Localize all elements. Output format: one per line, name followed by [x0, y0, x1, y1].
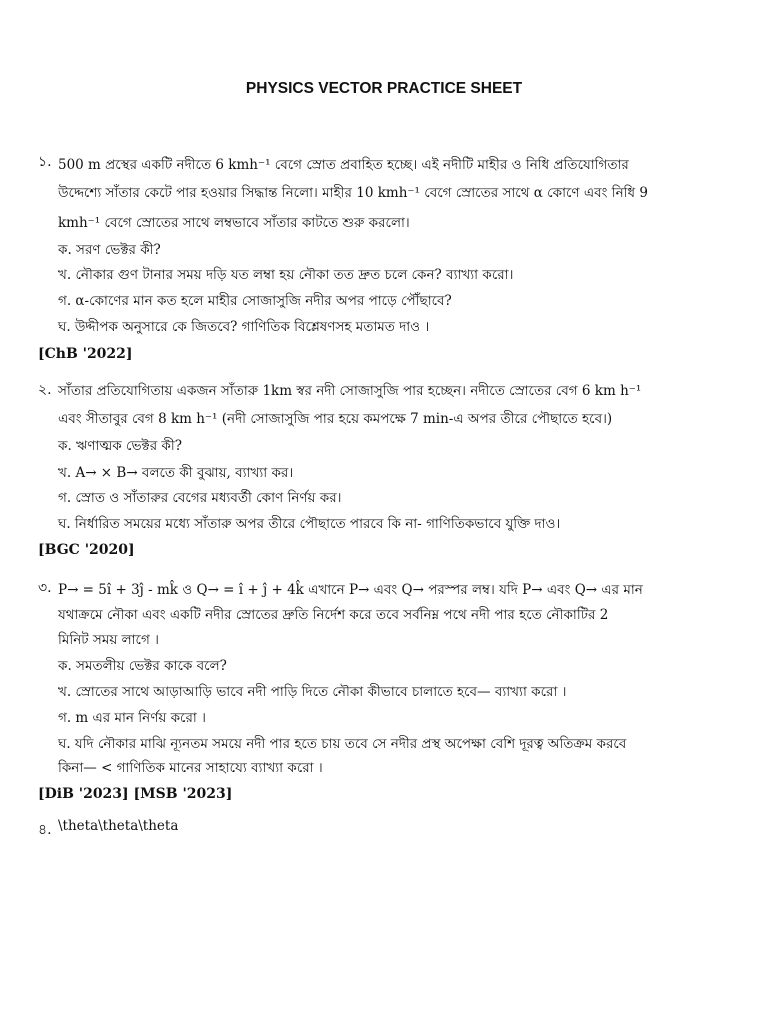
- question-line: যথাক্রমে নৌকা এবং একটি নদীর স্রোতের দ্রুতি নির্দেশ করে তবে সর্বনিম্ন পথে নদী পার হতে নৌকাটির 2: [58, 607, 609, 623]
- question-line: \theta\theta\theta: [58, 818, 179, 834]
- question-source: [ChB '2022]: [38, 346, 133, 362]
- question-source: [DiB '2023] [MSB '2023]: [38, 786, 233, 802]
- question-line: 500 m প্রস্থের একটি নদীতে 6 kmh⁻¹ বেগে স্রোত প্রবাহিত হচ্ছে। এই নদীটি মাহীর ও নিধি প্রতিযোগিতার: [58, 157, 629, 173]
- sub-question-kha: খ. A→ × B→ বলতে কী বুঝায়, ব্যাখ্যা কর।: [58, 465, 294, 481]
- question-number: ৪.: [38, 822, 52, 838]
- question-number: ৩.: [38, 580, 52, 596]
- sub-question-ka: ক. সমতলীয় ভেক্টর কাকে বলে?: [58, 658, 227, 674]
- question-line: এবং সীতাবুর বেগ 8 km h⁻¹ (নদী সোজাসুজি পার হয়ে কমপক্ষে 7 min-এ অপর তীরে পৌছাতে হবে।): [58, 411, 613, 427]
- sub-question-ga: গ. স্রোত ও সাঁতারুর বেগের মধ্যবর্তী কোণ নির্ণয় কর।: [58, 490, 342, 506]
- sub-question-ka: ক. সরণ ভেক্টর কী?: [58, 242, 161, 258]
- question-line: মিনিট সময় লাগে ।: [58, 632, 159, 648]
- sub-question-kha: খ. নৌকার গুণ টানার সময় দড়ি যত লম্বা হয় নৌকা তত দ্রুত চলে কেন? ব্যাখ্যা করো।: [58, 267, 514, 283]
- sub-question-ga: গ. m এর মান নির্ণয় করো ।: [58, 710, 206, 726]
- sub-question-gha: ঘ. নির্ধারিত সময়ের মধ্যে সাঁতারু অপর তীরে পৌছাতে পারবে কি না- গাণিতিকভাবে যুক্তি দাও।: [58, 516, 561, 532]
- sub-question-ga: গ. α-কোণের মান কত হলে মাহীর সোজাসুজি নদীর অপর পাড়ে পৌঁছাবে?: [58, 293, 452, 309]
- sub-question-gha: ঘ. যদি নৌকার মাঝি ন্যূনতম সময়ে নদী পার হতে চায় তবে সে নদীর প্রস্থ অপেক্ষা বেশি দূরত্ব অতিক্রম করবে: [58, 736, 627, 752]
- question-line: কিনা— < গাণিতিক মানের সাহায্যে ব্যাখ্যা করো ।: [58, 760, 323, 776]
- question-line: সাঁতার প্রতিযোগিতায় একজন সাঁতারু 1km স্বর নদী সোজাসুজি পার হচ্ছেন। নদীতে স্রোতের বেগ 6 km h⁻¹: [58, 383, 642, 399]
- question-line: উদ্দেশ্যে সাঁতার কেটে পার হওয়ার সিদ্ধান্ত নিলো। মাহীর 10 kmh⁻¹ বেগে স্রোতের সাথে α কোণে এবং নিধি 9: [58, 185, 648, 201]
- question-line: kmh⁻¹ বেগে স্রোতের সাথে লম্বভাবে সাঁতার কাটতে শুরু করলো।: [58, 215, 410, 231]
- question-number: ১.: [38, 154, 52, 170]
- sub-question-kha: খ. স্রোতের সাথে আড়াআড়ি ভাবে নদী পাড়ি দিতে নৌকা কীভাবে চালাতে হবে— ব্যাখ্যা করো ।: [58, 684, 567, 700]
- sub-question-ka: ক. ঋণাত্মক ভেক্টর কী?: [58, 438, 182, 454]
- question-source: [BGC '2020]: [38, 542, 135, 558]
- sub-question-gha: ঘ. উদ্দীপক অনুসারে কে জিতবে? গাণিতিক বিশ্লেষণসহ মতামত দাও ।: [58, 319, 430, 335]
- page-title: PHYSICS VECTOR PRACTICE SHEET: [245, 80, 523, 97]
- question-line: P→ = 5î + 3ĵ - mk̂ ও Q→ = î + ĵ + 4k̂ এখানে P→ এবং Q→ পরস্পর লম্ব। যদি P→ এবং Q→ এর মান: [58, 582, 643, 598]
- question-number: ২.: [38, 382, 52, 398]
